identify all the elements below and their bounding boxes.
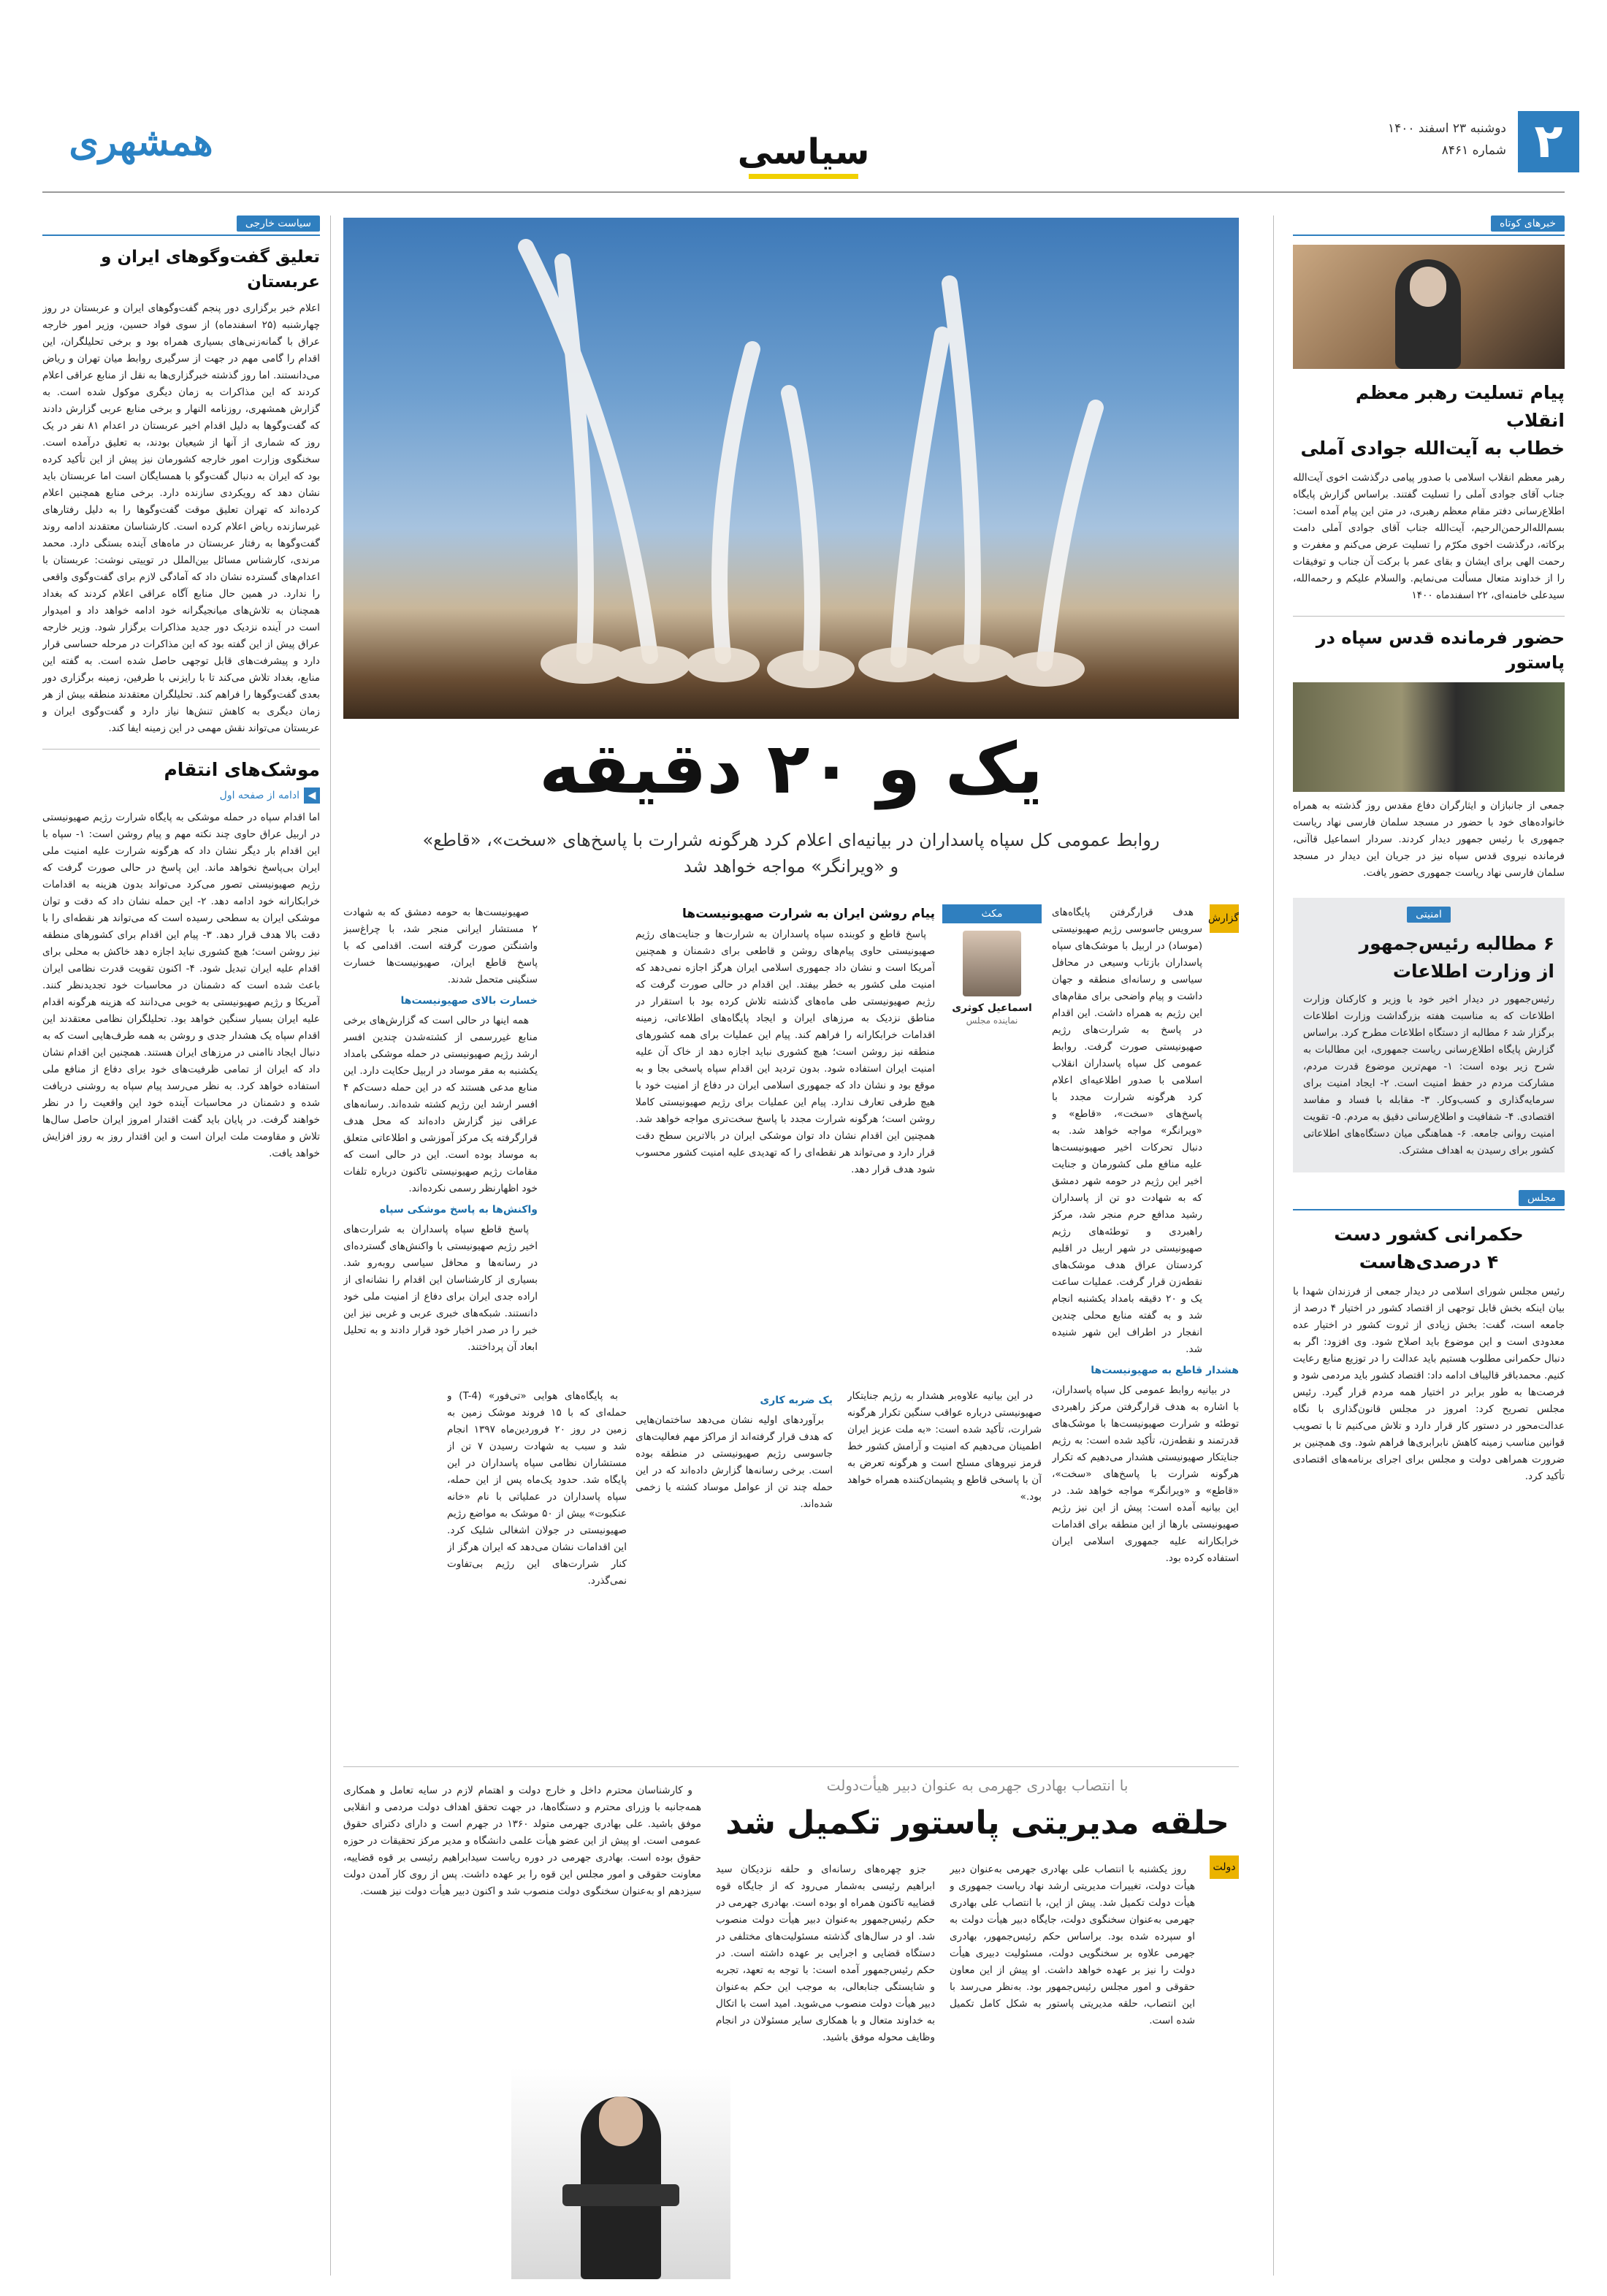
issue-date: دوشنبه ۲۳ اسفند ۱۴۰۰: [1387, 121, 1506, 136]
analysis-body: پاسخ قاطع و کوبنده سپاه پاسداران به شرارت‌ها و جنایت‌های رژیم صهیونیستی حاوی پیام‌های روشن و قاطعی برای دشمنان و همچنین آمریکا است و نشان داد جمهوری اسلامی ایران هرگز اجازه نمی‌دهد که امنیت ملی کشور به خطر بیفتد. این اقدام در حالی صورت گرفت که رژیم صهیونیستی طی ماه‌های گذشته تلاش کرده بود با استقرار در مناطق نزدیک به مرزهای ایران و ایجاد پایگاه‌های اطلاعاتی، زمینه اقدامات خرابکارانه را فراهم کند. پیام این عملیات برای همه کشورهای منطقه نیز روشن است؛ هیچ کشوری نباید اجازه دهد از خاک آن علیه امنیت ایران استفاده شود. بدون تردید این اقدام سپاه پاسخی بجا و به موقع بود و نشان داد که جمهوری اسلامی ایران در دفاع از امنیت خود با هیچ طرفی تعارف ندارد. پیام این عملیات برای رژیم صهیونیستی کاملا روشن است؛ هرگونه شرارت مجدد با پاسخ سخت‌تری مواجه خواهد شد. همچنین این اقدام نشان داد توان موشکی ایران در بالاترین سطح دقت قرار دارد و می‌تواند هر نقطه‌ای را که تهدیدی علیه امنیت کشور محسوب شود هدف قرار دهد.: [635, 928, 935, 1175]
analysis-column-b: [635, 1388, 833, 1753]
right-column-divider: [1273, 216, 1274, 2276]
bottom-body-3: و کارشناسان محترم داخل و خارج دولت و اهتمام لازم در سایه تعامل و همکاری همه‌جانبه با وزرای محترم و دستگاه‌ها، در جهت تحقق اهداف دولت مردمی و انقلابی موفق باشید. علی بهادری جهرمی متولد ۱۳۶۰ در جهرم است و دارای دکترای حقوق عمومی است. او پیش از این عضو هیأت علمی دانشگاه و مدیر مرکز تحقیقات در حوزه حقوق بوده است. بهادری جهرمی در دوره ریاست سیدابراهیم رئیسی بر قوه قضاییه، معاونت حقوقی و امور مجلس این قوه را بر عهده داشت. پس از روی کار آمدن دولت سیزدهم او به‌عنوان سخنگوی دولت منصوب شد و اکنون دبیر هیأت دولت نیز هست.: [343, 1785, 701, 1897]
author-role: نماینده مجلس: [966, 1015, 1018, 1026]
security-box: [1293, 898, 1565, 1172]
article-condolence-body: رهبر معظم انقلاب اسلامی با صدور پیامی درگذشت اخوی آیت‌الله جناب آقای جوادی آملی را تسلیت گفتند. براساس گزارش پایگاه اطلاع‌رسانی دفتر مقام معظم رهبری، در متن این پیام آمده است: بسم‌الله‌الرحمن‌الرحیم، آیت‌الله جناب آقای جوادی آملی دامت برکاته، درگذشت اخوی مکرّم را تسلیت عرض می‌کنم و مغفرت و رحمت الهی برای ایشان و بقای عمر با برکت آن جناب و توفیقات را از خداوند متعال مسألت می‌نمایم. والسلام علیکم و رحمه‌الله، سیدعلی خامنه‌ای، ۲۲ اسفندماه ۱۴۰۰: [1293, 472, 1565, 601]
left-column-divider: [330, 216, 331, 2276]
spokesman-photo: [511, 2067, 730, 2279]
analysis-kicker: مکث: [942, 904, 1042, 923]
author-photo: [963, 931, 1021, 996]
analysis-author-box: [942, 904, 1042, 1124]
analysis-title: پیام روشن ایران به شرارت صهیونیست‌ها: [682, 907, 935, 921]
column3-subhead-1: خسارت بالای صهیونیست‌ها: [400, 995, 538, 1007]
continuation-arrow-icon: ◀: [304, 787, 320, 804]
header-rule: [42, 191, 1565, 193]
bottom-column-4: [343, 2067, 504, 2279]
article-revenge-title: موشک‌های انتقام: [164, 759, 320, 780]
report-body-2: در بیانیه روابط عمومی کل سپاه پاسداران، با اشاره به هدف قرارگرفتن مرکز راهبردی توطئه و شرارت صهیونیست‌ها با موشک‌های قدرتمند و نقطه‌زن، تأکید شده است: به رژیم جنایتکار صهیونیستی هشدار می‌دهیم که تکرار هرگونه شرارت با پاسخ‌های «سخت»، «قاطع» و «ویرانگر» مواجه خواهد شد. در این بیانیه آمده است: پیش از این نیز رژیم صهیونیستی بارها از این منطقه برای اقدامات خرابکارانه علیه جمهوری اسلامی ایران استفاده کرده بود.: [1052, 1384, 1239, 1564]
divider: [1293, 616, 1565, 617]
article-revenge-body: اما اقدام سپاه در حمله موشکی به پایگاه شرارت رژیم صهیونیستی در اربیل عراق حاوی چند نکته مهم و پیام روشن است: ۱- سپاه با این اقدام بار دیگر نشان داد که هرگونه شرارت علیه امنیت ملی ایران بی‌پاسخ نخواهد ماند. این پاسخ در حالی صورت گرفت که رژیم صهیونیستی تصور می‌کرد می‌تواند بدون هزینه به اقدامات خرابکارانه خود ادامه دهد. ۲- این حمله نشان داد که دقت و توان موشکی ایران به سطحی رسیده است که می‌تواند هر نقطه‌ای را با دقت بالا هدف قرار دهد. ۳- پیام این اقدام برای کشورهای منطقه نیز روشن است؛ هیچ کشوری نباید اجازه دهد خاکش به محلی برای اقدام علیه ایران تبدیل شود. ۴- اکنون تقویت قدرت نظامی ایران باعث شده است که دشمنان در محاسبات خود تجدیدنظر کنند. آمریکا و رژیم صهیونیستی به خوبی می‌دانند که هزینه هرگونه اقدام علیه ایران بسیار سنگین خواهد بود. تحلیلگران نظامی معتقدند این اقدام سپاه یک هشدار جدی و روشن به همه طرف‌هایی است که به دنبال ایجاد ناامنی در مرزهای ایران هستند. همچنین این اقدام نشان داد که ایران از تمامی ظرفیت‌های خود برای دفاع از منافع ملی استفاده خواهد کرد. به نظر می‌رسد پیام سپاه به روشنی دریافت شده و دشمنان در محاسبات آینده خود این واقعیت را در نظر خواهند گرفت. در پایان باید گفت اقتدار امروز ایران حاصل سال‌ها تلاش و مقاومت ملت ایران است و این اقتدار روز به روز افزایش خواهد یافت.: [42, 812, 320, 1159]
quds-photo: [1293, 682, 1565, 792]
article-saudi-title: تعلیق گفت‌وگوهای ایران و عربستان: [101, 248, 320, 291]
report-subhead: هشدار قاطع به صهیونیست‌ها: [1091, 1365, 1239, 1376]
continuation-tag: [42, 787, 320, 804]
column3-subhead-2: واکنش‌ها به پاسخ موشکی سپاه: [379, 1204, 538, 1216]
main-subheadline: روابط عمومی کل سپاه پاسداران در بیانیه‌ای اعلام کرد هرگونه شرارت با پاسخ‌های «سخت»، «قاطع» و «ویرانگر» مواجه خواهد شد: [422, 830, 1160, 877]
microphones-icon: [562, 2184, 679, 2206]
bottom-column-2: [716, 1861, 935, 2270]
bottom-body-1: روز یکشنبه با انتصاب علی بهادری جهرمی به‌عنوان دبیر هیأت دولت، تغییرات مدیریتی ارشد نهاد ریاست جمهوری و هیأت دولت تکمیل شد. پیش از این، با انتصاب علی بهادری جهرمی به‌عنوان سخنگوی دولت، جایگاه دبیر هیأت دولت به او سپرده شده بود. براساس حکم رئیس‌جمهور، بهادری جهرمی علاوه بر سخنگویی دولت، مسئولیت دبیری هیأت دولت را نیز بر عهده خواهد داشت. او پیش از این معاون حقوقی و امور مجلس رئیس‌جمهور بود. به‌نظر می‌رسد با این انتصاب، حلقه مدیریتی پاستور به شکل کامل تکمیل شده است.: [950, 1864, 1195, 2026]
newspaper-logo: [42, 117, 240, 168]
report-continuation: در این بیانیه علاوه‌بر هشدار به رژیم جنایتکار صهیونیستی درباره عواقب سنگین تکرار هرگونه شرارت، تأکید شده است: «به ملت عزیز ایران اطمینان می‌دهیم که امنیت و آرامش کشور خط قرمز نیروهای مسلح است و هرگونه تعرض به آن با پاسخی قاطع و پشیمان‌کننده همراه خواهد بود.»: [847, 1390, 1042, 1503]
column3-body-2: همه اینها در حالی است که گزارش‌های برخی منابع غیررسمی از کشته‌شدن چندین افسر ارشد رژیم صهیونیستی در حمله موشکی بامداد یکشنبه به مقر موساد در اربیل حکایت دارد. این منابع مدعی هستند که در این حمله دست‌کم ۴ افسر ارشد این رژیم کشته شده‌اند. رسانه‌های عراقی نیز گزارش داده‌اند که محل هدف قرارگرفته یک مرکز آموزشی و اطلاعاتی متعلق به موساد بوده است. این در حالی است که مقامات رژیم صهیونیستی تاکنون درباره تلفات خود اظهارنظر رسمی نکرده‌اند.: [343, 1015, 538, 1194]
left-column: [42, 216, 320, 2276]
security-kicker: امنیتی: [1407, 907, 1451, 923]
report-column-a: [1052, 904, 1239, 1752]
center-column-4: [548, 904, 627, 1379]
article-security-title: ۶ مطالبه رئیس‌جمهور از وزارت اطلاعات: [1359, 933, 1554, 982]
article-security-body: رئیس‌جمهور در دیدار اخیر خود با وزیر و کارکنان وزارت اطلاعات که به مناسبت هفته بزرگداشت وزارت اطلاعات برگزار شد ۶ مطالبه از دستگاه اطلاعات مطرح کرد. براساس گزارش پایگاه اطلاع‌رسانی ریاست جمهوری، این مطالبات به شرح زیر بوده است: ۱- مهم‌ترین موضوع قدرت مردم، مشارکت مردم در حفظ امنیت است. ۲- ایجاد امنیت برای سرمایه‌گذاری و کسب‌وکار. ۳- مقابله با فساد و مفاسد اقتصادی. ۴- شفافیت و اطلاع‌رسانی دقیق به مردم. ۵- تقویت امنیت روانی جامعه. ۶- هماهنگی میان دستگاه‌های اطلاعاتی کشور برای رسیدن به اهداف مشترک.: [1303, 993, 1554, 1156]
divider: [42, 749, 320, 750]
section-title: [719, 131, 888, 179]
strikes-history-body: به پایگاه‌های هوایی «تی‌فور» (T-4) و حمله‌ای که با ۱۵ فروند موشک زمین به زمین در روز ۲۰ فروردین‌ماه ۱۳۹۷ انجام شد و سبب به شهادت رسیدن ۷ تن از مستشاران نظامی سپاه پاسداران در این پایگاه شد. حدود یک‌ماه پس از این حمله، سپاه پاسداران در عملیاتی با نام «خانه عنکبوت» بیش از ۵۰ موشک به مواضع رژیم صهیونیستی در جولان اشغالی شلیک کرد. این اقدامات نشان می‌دهد که ایران هرگز از کنار شرارت‌های این رژیم بی‌تفاوت نمی‌گذرد.: [447, 1390, 627, 1587]
center-bottom-rule: [343, 1766, 1239, 1767]
missile-launch-photo: [343, 218, 1239, 719]
bottom-title: حلقه مدیریتی پاستور تکمیل شد: [725, 1804, 1229, 1842]
report-body: هدف قرارگرفتن پایگاه‌های سرویس جاسوسی رژیم صهیونیستی (موساد) در اربیل با موشک‌های سپاه پاسداران بازتاب وسیعی در محافل سیاسی و رسانه‌ای منطقه و جهان داشت و پیام واضحی برای مقام‌های این رژیم به همراه داشت. این اقدام در پاسخ به شرارت‌های رژیم صهیونیستی صورت گرفت. روابط عمومی کل سپاه پاسداران انقلاب اسلامی با صدور اطلاعیه‌ای اعلام کرد هرگونه شرارت مجدد با پاسخ‌های «سخت»، «قاطع» و «ویرانگر» مواجه خواهد شد. به دنبال تحرکات اخیر صهیونیست‌ها علیه منافع ملی کشورمان و جنایت اخیر این رژیم در حومه شهر دمشق که به شهادت دو تن از پاسداران رشید مدافع حرم منجر شد، مرکز راهبردی و توطئه‌های رژیم صهیونیستی در شهر اربیل در اقلیم کردستان عراق هدف موشک‌های نقطه‌زن قرار گرفت. عملیات ساعت یک و ۲۰ دقیقه بامداد یکشنبه انجام شد و به گفته منابع محلی چندین انفجار در اطراف این شهر شنیده شد.: [1052, 907, 1202, 1355]
parliament-kicker: مجلس: [1519, 1190, 1565, 1206]
right-column: [1293, 216, 1565, 2276]
article-parliament-body: رئیس مجلس شورای اسلامی در دیدار جمعی از فرزندان شهدا با بیان اینکه بخش قابل توجهی از اقتصاد کشور در اختیار ۴ درصد از جامعه است، گفت: بخش زیادی از ثروت کشور در اختیار عده معدودی است و این موضوع باید اصلاح شود. وی افزود: اگر به دنبال حکمرانی مطلوب هستیم باید عدالت را در توزیع منابع رعایت کنیم. محمدباقر قالیباف ادامه داد: اقتصاد کشور باید مردمی شود و فرصت‌ها به طور برابر در اختیار همه مردم قرار گیرد. رئیس مجلس تصریح کرد: امروز در مجلس قانون‌گذاری با نگاه عدالت‌محور در دستور کار قرار دارد و تلاش می‌کنیم تا با تصویب قوانین مناسب زمینه کاهش نابرابری‌ها فراهم شود. وی همچنین بر ضرورت همراهی دولت و مجلس برای اجرای برنامه‌های اقتصادی تأکید کرد.: [1293, 1286, 1565, 1482]
bottom-body-2: جزو چهره‌های رسانه‌ای و حلقه نزدیکان سید ابراهیم رئیسی به‌شمار می‌رود که از جایگاه قوه قضاییه تاکنون همراه او بوده است. بهادری جهرمی در حکم رئیس‌جمهور به‌عنوان دبیر هیأت دولت منصوب شد. او در سال‌های گذشته مسئولیت‌های مختلفی در دستگاه قضایی و اجرایی بر عهده داشته است. در حکم رئیس‌جمهور آمده است: با توجه به تعهد، تجربه و شایستگی جنابعالی، به موجب این حکم به‌عنوان دبیر هیأت دولت منصوب می‌شوید. امید است با اتکال به خداوند متعال و با همکاری سایر مسئولان در انجام وظایف محوله موفق باشید.: [716, 1864, 935, 2043]
leader-face: [1410, 267, 1446, 307]
article-parliament-title: حکمرانی کشور دست ۴ درصدی‌هاست: [1334, 1224, 1524, 1273]
center-column-leftmost: [343, 904, 538, 1752]
continuation-text[interactable]: ادامه از صفحه اول: [219, 790, 299, 801]
analysis-body-2: برآوردهای اولیه نشان می‌دهد ساختمان‌هایی که هدف قرار گرفته‌اند از مراکز مهم فعالیت‌های جاسوسی رژیم صهیونیستی در منطقه بوده است. برخی رسانه‌ها گزارش داده‌اند که در این حمله چند تن از عوامل موساد کشته یا زخمی شده‌اند.: [635, 1414, 833, 1510]
article-saudi-body: اعلام خبر برگزاری دور پنجم گفت‌وگوهای ایران و عربستان در روز چهارشنبه (۲۵ اسفندماه) از سوی فواد حسین، وزیر امور خارجه عراق با گمانه‌زنی‌های بسیاری همراه بود و برخی تحلیلگران، این اقدام را گامی مهم در جهت از سرگیری روابط میان تهران و ریاض می‌دانستند. اما روز گذشته خبرگزاری‌ها به نقل از منابع عراقی اعلام کردند که این مذاکرات به زمان دیگری موکول شده است. به گزارش همشهری، روزنامه النهار و برخی منابع عربی گزارش دادند که گفت‌وگوها به دلیل اقدام اخیر عربستان در اعدام ۸۱ نفر در یک روز که شماری از آنها از شیعیان بودند، به تعلیق درآمده است. سخنگوی وزارت امور خارجه کشورمان نیز پیش از این تأکید کرده بود که ایران به دنبال گفت‌وگو با همسایگان است اما عربستان باید نشان دهد که رویکردی سازنده دارد. برخی منابع همچنین اعلام کرده‌اند که تهران تعلیق موقت گفت‌وگوها را به دلیل رفتارهای غیرسازنده ریاض اعلام کرده است. کارشناسان معتقدند ادامه روند گفت‌وگوها به رفتار عربستان در ماه‌های آینده بستگی دارد. محمد مرندی، کارشناس مسائل بین‌الملل در توییتی نوشت: عربستان با اعدام‌های گسترده نشان داد که آمادگی لازم برای گفت‌وگوی واقعی را ندارد. در همین حال منابع آگاه عراقی اعلام کردند که بغداد همچنان به تلاش‌های میانجیگرانه خود ادامه خواهد داد و امیدوار است در آینده نزدیک دور جدید مذاکرات برگزار شود. وزیر خارجه عراق پیش از این گفته بود که این مذاکرات در مرحله حساسی قرار دارد و پیشرفت‌های قابل توجهی حاصل شده است. به گفته این منابع، بغداد تلاش می‌کند تا با رایزنی با طرفین، زمینه برگزاری دور بعدی گفت‌وگوها را فراهم کند. تحلیلگران معتقدند منطقه بیش از هر زمان دیگری به کاهش تنش‌ها نیاز دارد و گفت‌وگوی ایران و عربستان می‌تواند نقش مهمی در این زمینه ایفا کند.: [42, 302, 320, 734]
article-quds-body: جمعی از جانبازان و ایثارگران دفاع مقدس روز گذشته به همراه خانواده‌های خود با حضور در مسجد سلمان فارسی نهاد ریاست جمهوری با رئیس جمهور دیدار کردند. سردار اسماعیل قاآنی، فرمانده نیروی قدس سپاه نیز در جریان این دیدار در مسجد سلمان فارسی نهاد ریاست جمهوری حضور یافت.: [1293, 800, 1565, 879]
bottom-pre-title: با انتصاب بهادری جهرمی به عنوان دبیر هیأت‌دولت: [826, 1777, 1129, 1794]
foreign-policy-kicker: سیاست خارجی: [237, 216, 320, 232]
analysis-subhead: یک ضربه کاری: [760, 1395, 833, 1406]
article-quds-title: حضور فرمانده قدس سپاه در پاستور: [1316, 628, 1565, 673]
page-number-box: ۲: [1518, 111, 1579, 172]
report-column-b: [847, 1388, 1042, 1753]
missile-trails: [343, 218, 1239, 719]
bottom-kicker: دولت: [1210, 1856, 1239, 1879]
issue-number: شماره ۸۴۶۱: [1441, 143, 1506, 158]
section-title-text: سیاسی: [737, 131, 870, 172]
author-name: اسماعیل کوثری: [952, 1002, 1032, 1014]
bottom-column-3: [343, 1782, 701, 2060]
analysis-column: [635, 904, 935, 1372]
column3-body-3: پاسخ قاطع سپاه پاسداران به شرارت‌های اخیر رژیم صهیونیستی با واکنش‌های گسترده‌ای در رسانه‌ها و محافل سیاسی روبه‌رو شد. بسیاری از کارشناسان این اقدام را نشانه‌ای از اراده جدی ایران برای دفاع از امنیت ملی خود دانستند. شبکه‌های خبری عربی و غربی نیز این خبر را در صدر اخبار خود قرار دادند و به تحلیل ابعاد آن پرداختند.: [343, 1224, 538, 1353]
bottom-column-1: [950, 1861, 1195, 2270]
report-kicker: گزارش: [1210, 904, 1239, 933]
article-condolence-title: پیام تسلیت رهبر معظم انقلاب خطاب به آیت‌الله جوادی آملی: [1300, 382, 1565, 459]
newspaper-logo-text: همشهری: [69, 120, 213, 164]
main-headline: یک و ۲۰ دقیقه: [538, 728, 1044, 809]
section-underline: [749, 174, 858, 179]
leader-photo: [1293, 245, 1565, 369]
news-brief-kicker: خبرهای کوتاه: [1491, 216, 1565, 232]
column3-body: صهیونیست‌ها به حومه دمشق که به شهادت ۲ مستشار ایرانی منجر شد، با چراغ‌سبز واشنگتن صورت گرفته است. اقدامی که با پاسخ قاطع ایران، صهیونیست‌ها خسارت سنگینی متحمل شدند.: [343, 907, 538, 985]
spokesman-face: [599, 2097, 643, 2146]
